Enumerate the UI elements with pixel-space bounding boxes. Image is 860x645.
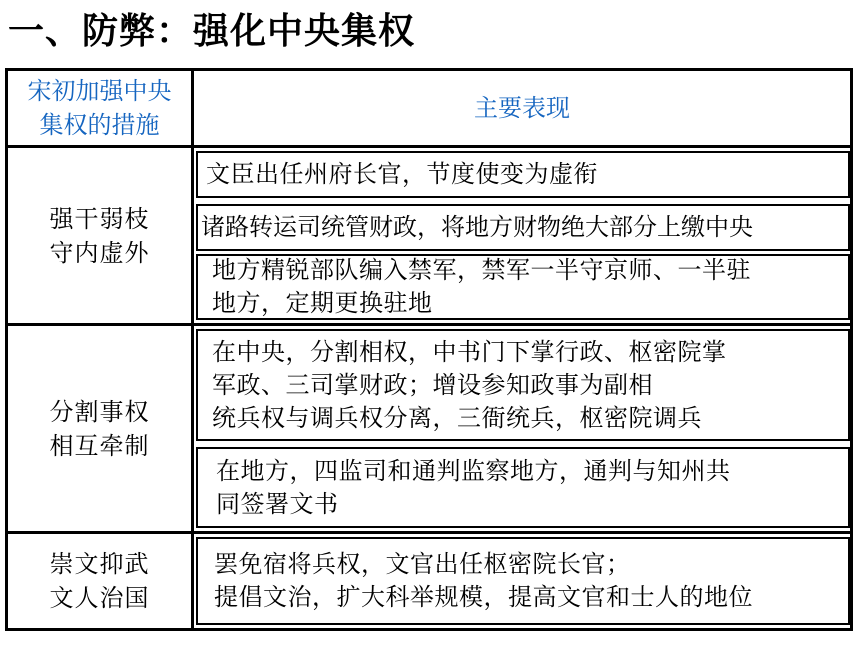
measure-line: 分割事权 [49, 397, 150, 426]
header-manifestations [194, 71, 850, 145]
manifestation-line: 提倡文治，扩大科举规模，提高文官和士人的地位 [214, 583, 753, 611]
manifestation-line: 同签署文书 [216, 489, 339, 518]
manifestation-line: 军政、三司掌财政；增设参知政事为副相 [212, 370, 653, 399]
manifestation-item [196, 204, 850, 251]
header-measures-line: 集权的措施 [39, 111, 160, 139]
manifestation-line: 诸路转运司统管财政，将地方财物绝大部分上缴中央 [201, 213, 753, 241]
measure-line: 崇文抑武 [49, 550, 150, 578]
manifestation-item [196, 537, 850, 625]
manifestation-line: 地方精锐部队编入禁军，禁军一半守京师、一半驻 [212, 256, 751, 284]
measure-line: 守内虚外 [49, 238, 150, 267]
manifestation-item [196, 447, 850, 528]
manifestation-item [196, 151, 850, 198]
manifestation-line: 在中央，分割相权，中书门下掌行政、枢密院掌 [212, 337, 727, 366]
manifestation-item [196, 254, 850, 320]
measure-cell [8, 326, 191, 531]
measure-cell [8, 148, 191, 323]
manifestation-line: 在地方，四监司和通判监察地方，通判与知州共 [216, 456, 731, 485]
manifestation-line: 文臣出任州府长官，节度使变为虚衔 [206, 160, 598, 188]
measure-line: 文人治国 [49, 584, 150, 612]
header-measures-line: 宋初加强中央 [27, 77, 172, 105]
header-measures [8, 71, 191, 145]
manifestation-line: 罢免宿将兵权，文官出任枢密院长官； [214, 550, 631, 578]
manifestation-item [196, 329, 850, 441]
measure-line: 相互牵制 [49, 431, 150, 460]
column-divider [191, 71, 194, 628]
header-manifestations-label: 主要表现 [474, 94, 570, 122]
manifestation-line: 地方，定期更换驻地 [212, 289, 433, 317]
manifestation-line: 统兵权与调兵权分离，三衙统兵，枢密院调兵 [212, 403, 702, 432]
measure-cell [8, 534, 191, 628]
measure-line: 强干弱枝 [49, 204, 150, 233]
measures-table [5, 68, 853, 631]
page-title: 一、防弊：强化中央集权 [8, 11, 416, 52]
